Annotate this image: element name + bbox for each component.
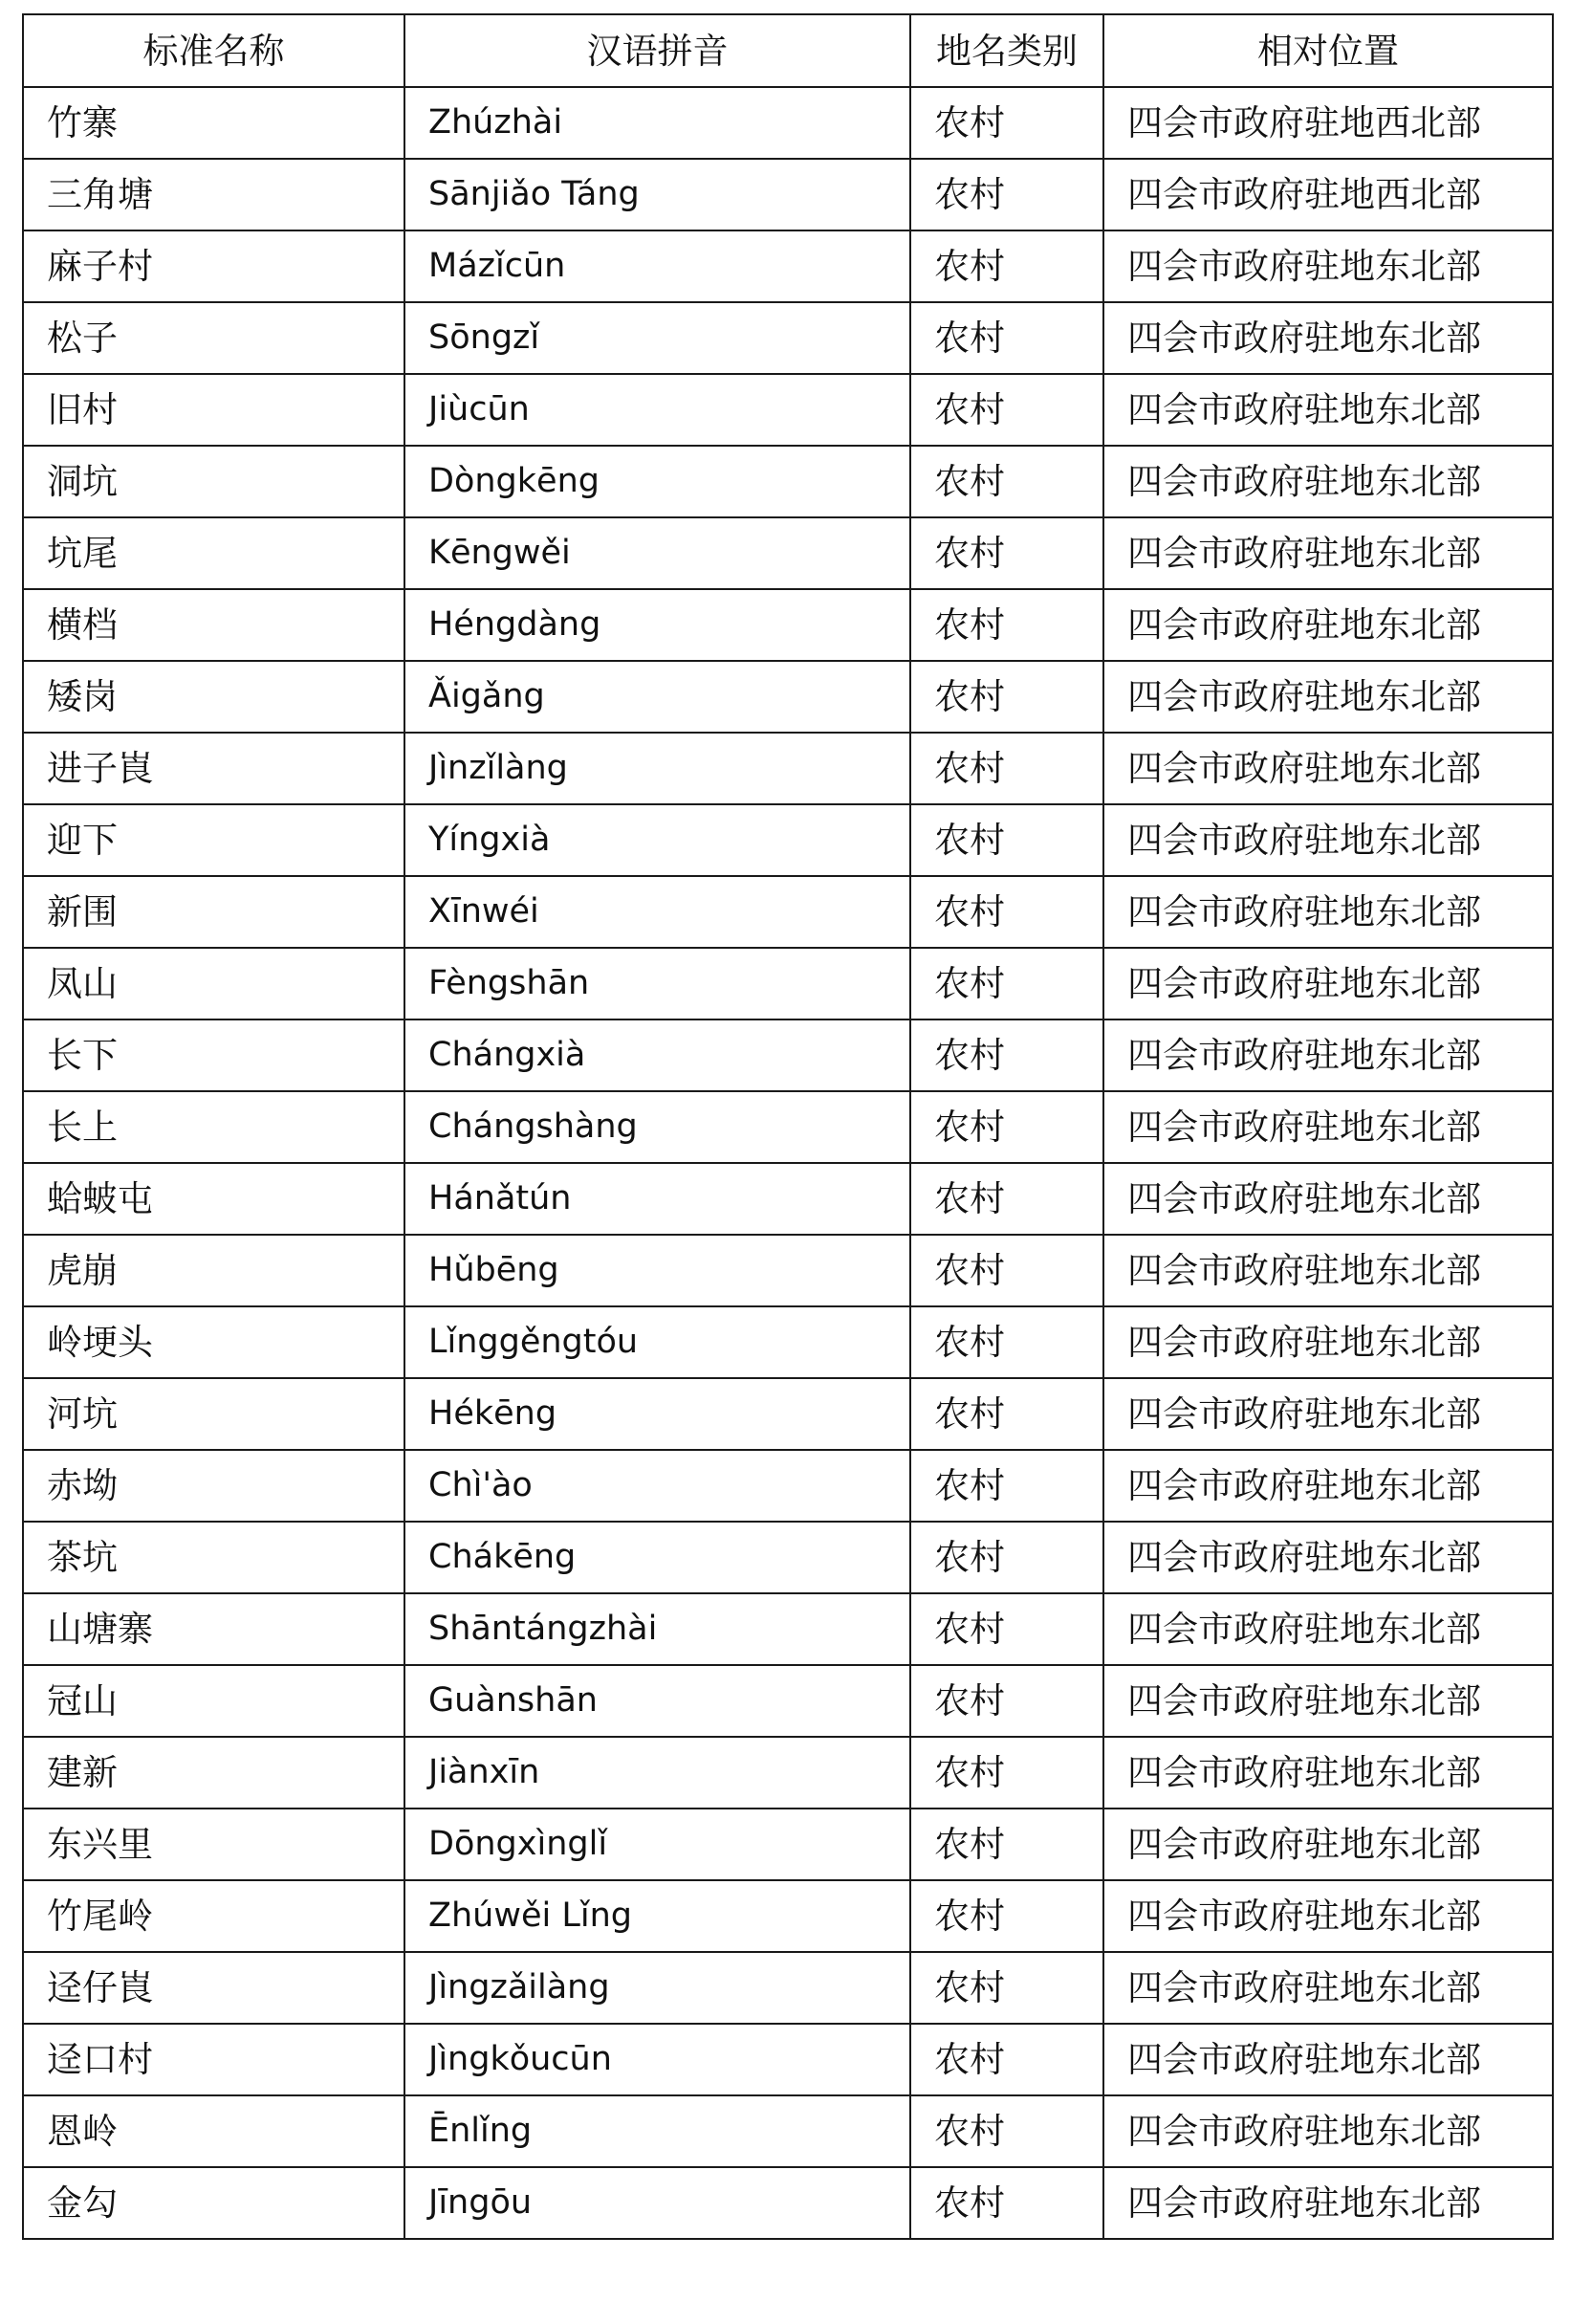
- cell-category: 农村: [910, 2024, 1103, 2095]
- cell-relative-position: 四会市政府驻地东北部: [1103, 876, 1553, 948]
- cell-pinyin: Jiùcūn: [404, 374, 910, 446]
- cell-relative-position: 四会市政府驻地东北部: [1103, 2095, 1553, 2167]
- cell-standard-name: 旧村: [23, 374, 404, 446]
- table-row: [23, 1378, 1553, 1450]
- cell-relative-position: 四会市政府驻地东北部: [1103, 1306, 1553, 1378]
- cell-category: 农村: [910, 230, 1103, 302]
- header-category: 地名类别: [910, 14, 1103, 87]
- table-row: [23, 230, 1553, 302]
- cell-standard-name: 迎下: [23, 804, 404, 876]
- table-row: [23, 661, 1553, 733]
- table-row: [23, 1880, 1553, 1952]
- header-pinyin: 汉语拼音: [404, 14, 910, 87]
- cell-category: 农村: [910, 1737, 1103, 1809]
- cell-category: 农村: [910, 1952, 1103, 2024]
- cell-pinyin: Chángshàng: [404, 1091, 910, 1163]
- cell-category: 农村: [910, 589, 1103, 661]
- table-row: [23, 1235, 1553, 1306]
- cell-standard-name: 新围: [23, 876, 404, 948]
- cell-category: 农村: [910, 159, 1103, 230]
- cell-pinyin: Kēngwěi: [404, 517, 910, 589]
- cell-standard-name: 坑尾: [23, 517, 404, 589]
- cell-pinyin: Sānjiǎo Táng: [404, 159, 910, 230]
- cell-category: 农村: [910, 87, 1103, 159]
- cell-pinyin: Mázǐcūn: [404, 230, 910, 302]
- cell-category: 农村: [910, 2167, 1103, 2239]
- table-row: [23, 1091, 1553, 1163]
- cell-pinyin: Fèngshān: [404, 948, 910, 1019]
- cell-standard-name: 洞坑: [23, 446, 404, 517]
- cell-standard-name: 茶坑: [23, 1522, 404, 1593]
- cell-standard-name: 建新: [23, 1737, 404, 1809]
- table-row: [23, 1809, 1553, 1880]
- cell-relative-position: 四会市政府驻地东北部: [1103, 446, 1553, 517]
- cell-category: 农村: [910, 446, 1103, 517]
- cell-relative-position: 四会市政府驻地东北部: [1103, 230, 1553, 302]
- header-row: [23, 14, 1553, 87]
- cell-relative-position: 四会市政府驻地东北部: [1103, 1593, 1553, 1665]
- cell-standard-name: 赤坳: [23, 1450, 404, 1522]
- table-row: [23, 159, 1553, 230]
- table-row: [23, 2095, 1553, 2167]
- cell-relative-position: 四会市政府驻地东北部: [1103, 1952, 1553, 2024]
- cell-relative-position: 四会市政府驻地东北部: [1103, 1522, 1553, 1593]
- cell-standard-name: 进子崀: [23, 733, 404, 804]
- cell-pinyin: Hánǎtún: [404, 1163, 910, 1235]
- cell-relative-position: 四会市政府驻地东北部: [1103, 1450, 1553, 1522]
- table-row: [23, 1163, 1553, 1235]
- cell-relative-position: 四会市政府驻地东北部: [1103, 804, 1553, 876]
- cell-pinyin: Chì'ào: [404, 1450, 910, 1522]
- table-row: [23, 446, 1553, 517]
- header-standard-name: 标准名称: [23, 14, 404, 87]
- table-row: [23, 302, 1553, 374]
- cell-relative-position: 四会市政府驻地东北部: [1103, 2024, 1553, 2095]
- cell-category: 农村: [910, 1809, 1103, 1880]
- cell-standard-name: 矮岗: [23, 661, 404, 733]
- cell-pinyin: Zhúzhài: [404, 87, 910, 159]
- cell-relative-position: 四会市政府驻地东北部: [1103, 302, 1553, 374]
- table-body: [23, 87, 1553, 2239]
- cell-relative-position: 四会市政府驻地东北部: [1103, 733, 1553, 804]
- cell-category: 农村: [910, 517, 1103, 589]
- cell-standard-name: 金勾: [23, 2167, 404, 2239]
- cell-pinyin: Guànshān: [404, 1665, 910, 1737]
- cell-relative-position: 四会市政府驻地东北部: [1103, 2167, 1553, 2239]
- cell-relative-position: 四会市政府驻地东北部: [1103, 1091, 1553, 1163]
- cell-standard-name: 横档: [23, 589, 404, 661]
- cell-pinyin: Jìngzǎilàng: [404, 1952, 910, 2024]
- cell-category: 农村: [910, 1091, 1103, 1163]
- cell-category: 农村: [910, 1665, 1103, 1737]
- table-row: [23, 1522, 1553, 1593]
- cell-relative-position: 四会市政府驻地东北部: [1103, 374, 1553, 446]
- cell-standard-name: 凤山: [23, 948, 404, 1019]
- table-row: [23, 1665, 1553, 1737]
- cell-standard-name: 河坑: [23, 1378, 404, 1450]
- cell-relative-position: 四会市政府驻地东北部: [1103, 1665, 1553, 1737]
- cell-relative-position: 四会市政府驻地东北部: [1103, 1809, 1553, 1880]
- cell-relative-position: 四会市政府驻地西北部: [1103, 87, 1553, 159]
- cell-category: 农村: [910, 1235, 1103, 1306]
- cell-category: 农村: [910, 876, 1103, 948]
- cell-pinyin: Héngdàng: [404, 589, 910, 661]
- cell-standard-name: 恩岭: [23, 2095, 404, 2167]
- cell-pinyin: Chákēng: [404, 1522, 910, 1593]
- cell-relative-position: 四会市政府驻地东北部: [1103, 1163, 1553, 1235]
- table-row: [23, 2167, 1553, 2239]
- cell-category: 农村: [910, 1880, 1103, 1952]
- cell-category: 农村: [910, 1593, 1103, 1665]
- cell-category: 农村: [910, 1306, 1103, 1378]
- table-row: [23, 374, 1553, 446]
- cell-relative-position: 四会市政府驻地西北部: [1103, 159, 1553, 230]
- table-row: [23, 517, 1553, 589]
- cell-standard-name: 山塘寨: [23, 1593, 404, 1665]
- cell-relative-position: 四会市政府驻地东北部: [1103, 1737, 1553, 1809]
- cell-pinyin: Chángxià: [404, 1019, 910, 1091]
- table-row: [23, 1593, 1553, 1665]
- table-row: [23, 1306, 1553, 1378]
- table-row: [23, 948, 1553, 1019]
- cell-relative-position: 四会市政府驻地东北部: [1103, 948, 1553, 1019]
- cell-pinyin: Zhúwěi Lǐng: [404, 1880, 910, 1952]
- cell-pinyin: Ēnlǐng: [404, 2095, 910, 2167]
- cell-relative-position: 四会市政府驻地东北部: [1103, 1235, 1553, 1306]
- cell-category: 农村: [910, 733, 1103, 804]
- table-row: [23, 87, 1553, 159]
- cell-pinyin: Yíngxià: [404, 804, 910, 876]
- cell-category: 农村: [910, 1450, 1103, 1522]
- table-row: [23, 2024, 1553, 2095]
- cell-pinyin: Hǔbēng: [404, 1235, 910, 1306]
- table-row: [23, 589, 1553, 661]
- cell-standard-name: 三角塘: [23, 159, 404, 230]
- cell-standard-name: 迳仔崀: [23, 1952, 404, 2024]
- cell-pinyin: Hékēng: [404, 1378, 910, 1450]
- cell-standard-name: 竹尾岭: [23, 1880, 404, 1952]
- cell-category: 农村: [910, 1378, 1103, 1450]
- cell-standard-name: 迳口村: [23, 2024, 404, 2095]
- cell-category: 农村: [910, 374, 1103, 446]
- cell-pinyin: Dōngxìnglǐ: [404, 1809, 910, 1880]
- cell-relative-position: 四会市政府驻地东北部: [1103, 589, 1553, 661]
- table-header: [23, 14, 1553, 87]
- table-row: [23, 876, 1553, 948]
- cell-category: 农村: [910, 661, 1103, 733]
- cell-pinyin: Lǐnggěngtóu: [404, 1306, 910, 1378]
- cell-pinyin: Ǎigǎng: [404, 661, 910, 733]
- cell-standard-name: 长下: [23, 1019, 404, 1091]
- cell-category: 农村: [910, 2095, 1103, 2167]
- cell-standard-name: 麻子村: [23, 230, 404, 302]
- table-row: [23, 804, 1553, 876]
- cell-relative-position: 四会市政府驻地东北部: [1103, 1880, 1553, 1952]
- table-row: [23, 1019, 1553, 1091]
- cell-category: 农村: [910, 1522, 1103, 1593]
- cell-pinyin: Sōngzǐ: [404, 302, 910, 374]
- place-names-table: [22, 13, 1554, 2240]
- cell-pinyin: Jìngkǒucūn: [404, 2024, 910, 2095]
- table-row: [23, 1737, 1553, 1809]
- cell-category: 农村: [910, 948, 1103, 1019]
- cell-standard-name: 冠山: [23, 1665, 404, 1737]
- cell-standard-name: 虎崩: [23, 1235, 404, 1306]
- cell-standard-name: 松子: [23, 302, 404, 374]
- header-relative-position: 相对位置: [1103, 14, 1553, 87]
- cell-pinyin: Jiànxīn: [404, 1737, 910, 1809]
- cell-pinyin: Xīnwéi: [404, 876, 910, 948]
- cell-category: 农村: [910, 302, 1103, 374]
- cell-category: 农村: [910, 1163, 1103, 1235]
- cell-pinyin: Dòngkēng: [404, 446, 910, 517]
- cell-standard-name: 岭埂头: [23, 1306, 404, 1378]
- cell-standard-name: 竹寨: [23, 87, 404, 159]
- cell-relative-position: 四会市政府驻地东北部: [1103, 1019, 1553, 1091]
- cell-relative-position: 四会市政府驻地东北部: [1103, 1378, 1553, 1450]
- cell-category: 农村: [910, 804, 1103, 876]
- cell-pinyin: Jìnzǐlàng: [404, 733, 910, 804]
- cell-category: 农村: [910, 1019, 1103, 1091]
- table-row: [23, 1450, 1553, 1522]
- cell-standard-name: 长上: [23, 1091, 404, 1163]
- table-row: [23, 733, 1553, 804]
- cell-pinyin: Jīngōu: [404, 2167, 910, 2239]
- cell-relative-position: 四会市政府驻地东北部: [1103, 517, 1553, 589]
- cell-standard-name: 东兴里: [23, 1809, 404, 1880]
- table-row: [23, 1952, 1553, 2024]
- cell-pinyin: Shāntángzhài: [404, 1593, 910, 1665]
- cell-relative-position: 四会市政府驻地东北部: [1103, 661, 1553, 733]
- cell-standard-name: 蛤蚾屯: [23, 1163, 404, 1235]
